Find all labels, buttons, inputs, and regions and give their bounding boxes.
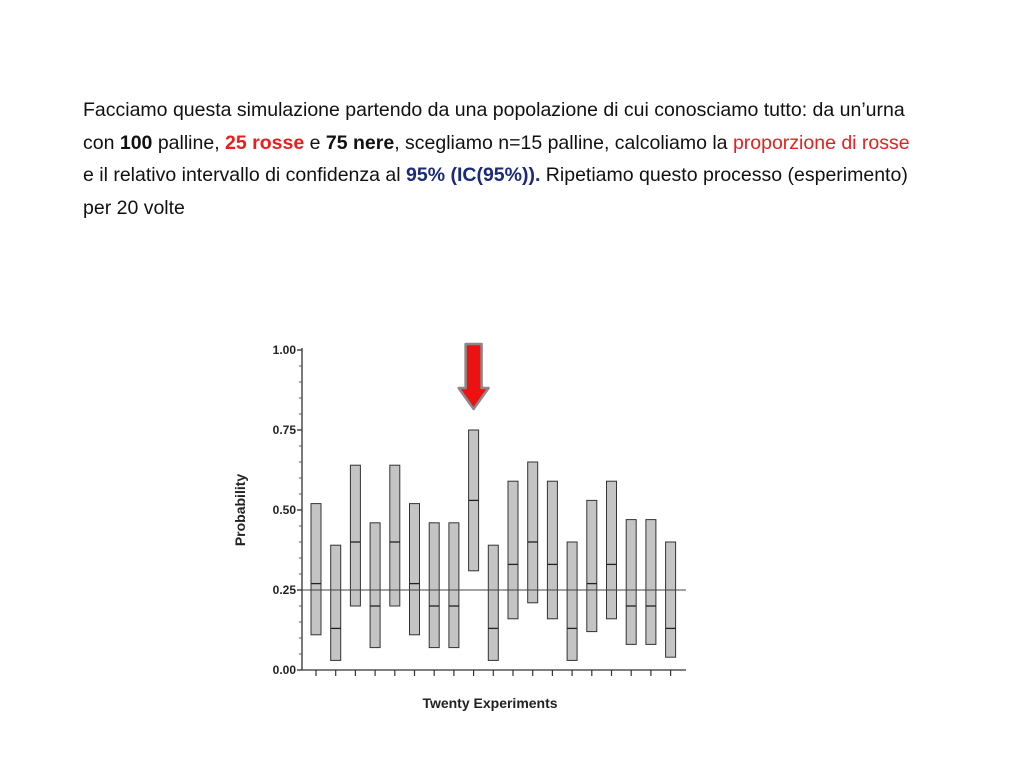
interval-box [390, 465, 400, 606]
highlight-arrow [459, 344, 489, 409]
y-tick-label: 0.25 [272, 583, 296, 597]
x-axis-label: Twenty Experiments [422, 695, 558, 711]
intro-text-5: e il relativo intervallo di confidenza al [83, 164, 407, 186]
intro-text-2: palline, [152, 131, 226, 154]
y-tick-label: 0.00 [272, 663, 296, 677]
intro-text-3: e [304, 131, 326, 154]
interval-box [567, 542, 577, 660]
y-tick-label: 1.00 [272, 343, 296, 357]
total-balls: 100 [119, 131, 153, 154]
interval-box [646, 520, 656, 645]
interval-box [607, 481, 617, 619]
intro-text-4: , scegliamo n=15 palline, calcoliamo la [394, 131, 733, 154]
intro-text-6: Ripetiamo questo processo (esperimento) per 20 volte [83, 164, 908, 219]
proportion-red: proporzione di rosse [732, 131, 910, 154]
y-tick-label: 0.50 [272, 503, 296, 517]
y-axis-label: Probability [232, 473, 248, 547]
y-tick-label: 0.75 [272, 423, 296, 437]
intro-text-1: Facciamo questa simulazione partendo da una popolazione di cui conosciamo tutto: da un’urna con [83, 99, 905, 154]
interval-box [528, 462, 538, 603]
interval-box [587, 500, 597, 631]
interval-box [488, 545, 498, 660]
interval-box [370, 523, 380, 648]
interval-box [626, 520, 636, 645]
interval-box [449, 523, 459, 648]
interval-box [547, 481, 557, 619]
interval-box [666, 542, 676, 657]
red-balls: 25 rosse [225, 131, 305, 154]
interval-box [508, 481, 518, 619]
confidence-level: 95% (IC(95%)). [406, 164, 541, 186]
interval-box [429, 523, 439, 648]
interval-box [410, 504, 420, 635]
interval-box [311, 504, 321, 635]
black-balls: 75 nere [325, 131, 395, 154]
interval-box [350, 465, 360, 606]
interval-box [331, 545, 341, 660]
